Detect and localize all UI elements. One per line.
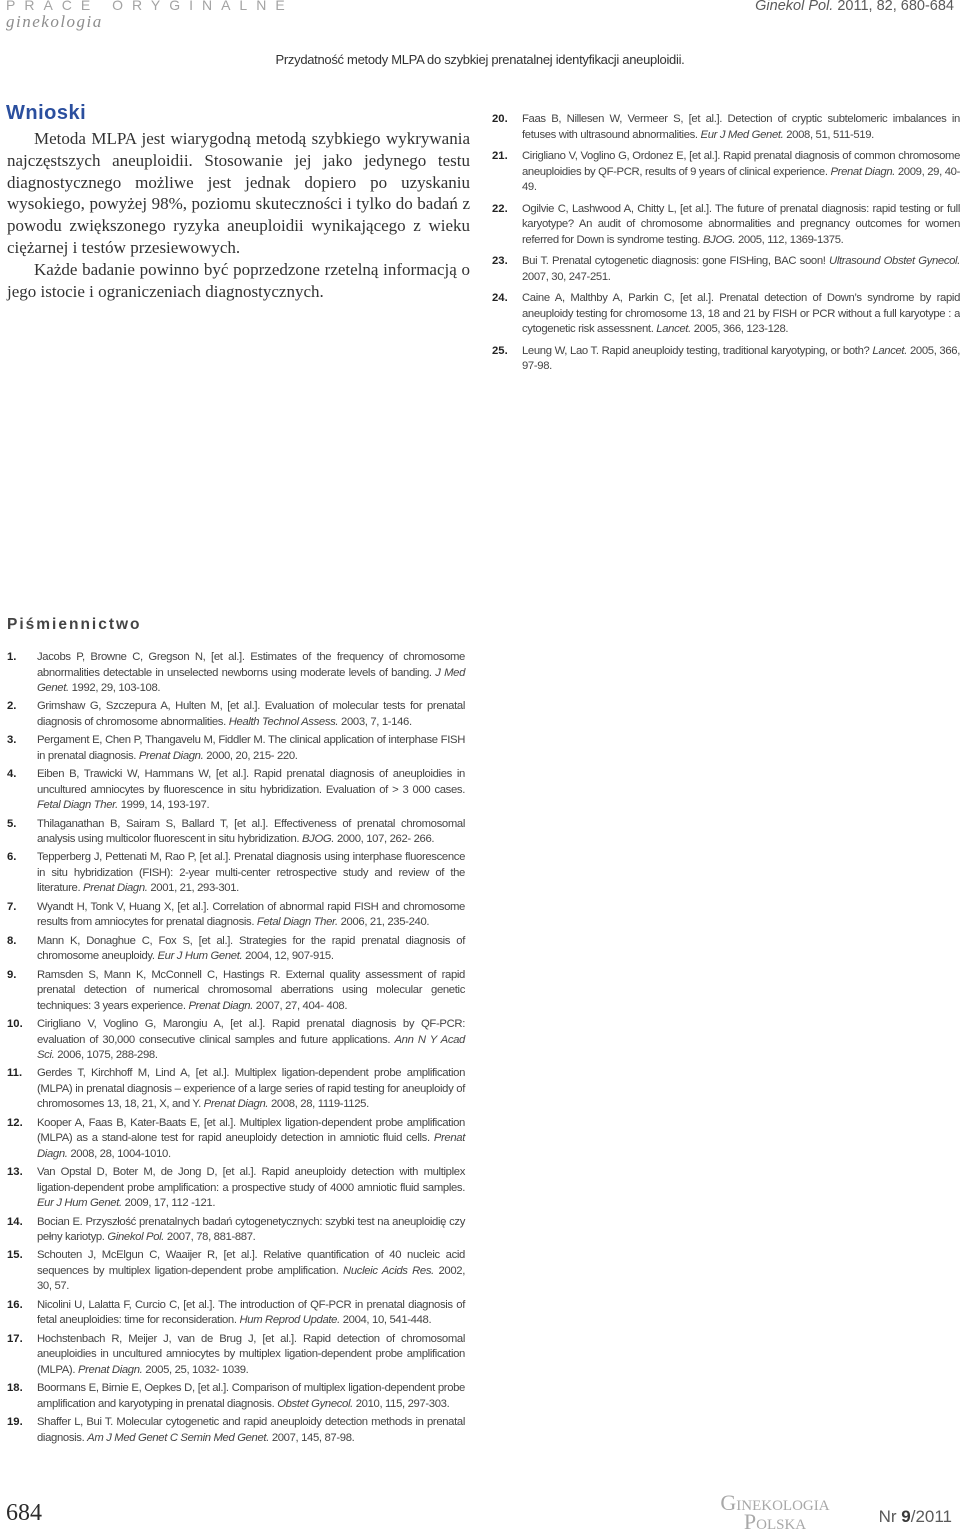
reference-text: Grimshaw G, Szczepura A, Hulten M, [et al.]. Evaluation of molecular tests for prenatal diagnosis of chromosome abnormalities. — [37, 700, 465, 728]
reference-item — [7, 1215, 465, 1246]
reference-item — [492, 202, 960, 249]
reference-number: 21. — [492, 150, 508, 162]
references-heading: Piśmiennictwo — [7, 616, 142, 633]
reference-text: Eiben B, Trawicki W, Hammans W, [et al.]. Rapid prenatal diagnosis of aneuploidies in uncultured amniocytes by fluorescence in situ hybridization. Evaluation of > 3 000 cases. — [37, 768, 465, 796]
reference-item — [7, 900, 465, 931]
reference-text: Nicolini U, Lalatta F, Curcio C, [et al.]. The introduction of QF-PCR in prenatal diagnosis of fetal aneuploidies: time for reconsideration. — [37, 1298, 465, 1327]
reference-details: 2008, 51, 511-519. — [786, 128, 874, 141]
reference-number: 12. — [7, 1116, 23, 1129]
reference-item — [492, 344, 960, 375]
running-title: Przydatność metody MLPA do szybkiej prenatalnej identyfikacji aneuploidii. — [275, 52, 685, 67]
reference-item — [7, 1165, 465, 1212]
reference-journal: Health Technol Assess. — [228, 715, 339, 728]
issue-year: /2011 — [910, 1507, 952, 1526]
reference-journal: Lancet. — [656, 323, 691, 335]
reference-item — [7, 968, 465, 1015]
reference-number: 9. — [7, 968, 17, 981]
reference-item — [7, 767, 465, 814]
conclusions-heading: Wnioski — [6, 102, 87, 124]
reference-details: 2007, 27, 404- 408. — [255, 999, 348, 1012]
page-number: 684 — [6, 1500, 42, 1526]
reference-item — [7, 733, 465, 764]
reference-item — [7, 1332, 465, 1379]
reference-item — [7, 1381, 465, 1412]
reference-details: 2005, 25, 1032- 1039. — [145, 1363, 249, 1376]
reference-item — [7, 1248, 465, 1295]
reference-journal: BJOG. — [301, 833, 335, 846]
reference-item — [7, 817, 465, 848]
reference-item — [7, 934, 465, 965]
reference-item — [492, 149, 960, 196]
reference-item — [7, 1017, 465, 1064]
reference-number: 1. — [7, 651, 17, 663]
reference-text: Thilaganathan B, Sairam S, Ballard T, [et al.]. Effectiveness of prenatal chromosomal analysis using multicolor fluorescent in situ hybridization. — [37, 817, 465, 846]
reference-journal: Prenat Diagn. — [203, 1098, 269, 1111]
issue-number — [879, 1507, 952, 1527]
issue-num: 9 — [901, 1507, 911, 1526]
reference-journal: Eur J Med Genet. — [700, 128, 784, 141]
reference-journal: Fetal Diagn Ther. — [37, 799, 118, 812]
reference-details: 2008, 28, 1004-1010. — [70, 1147, 171, 1160]
reference-journal: BJOG. — [703, 233, 736, 246]
reference-details: 2009, 17, 112 -121. — [124, 1197, 216, 1210]
issue-prefix: Nr — [878, 1507, 897, 1526]
reference-list-left — [7, 650, 465, 1449]
reference-number: 24. — [492, 292, 508, 304]
reference-item — [7, 1298, 465, 1329]
reference-text: Gerdes T, Kirchhoff M, Lind A, [et al.]. Multiplex ligation-dependent probe amplification (MLPA) in prenatal diagnosis – experience of a large series of rapid testing for aneuploidy of chromosomes 13, 18, 21, X, and Y. — [37, 1067, 465, 1111]
reference-journal: Ann N Y Acad Sci. — [37, 1033, 465, 1062]
reference-journal: Am J Med Genet C Semin Med Genet. — [87, 1431, 270, 1444]
reference-text: Van Opstal D, Boter M, de Jong D, [et al.]. Rapid aneuploidy detection with multiplex ligation-dependent probe amplification: a prospective study of 4000 amniotic fluid samples. — [37, 1166, 465, 1194]
reference-journal: Eur J Hum Genet. — [37, 1197, 122, 1210]
reference-number: 11. — [7, 1067, 23, 1080]
reference-item — [492, 254, 960, 285]
reference-details: 2005, 112, 1369-1375. — [737, 233, 844, 246]
reference-details: 1992, 29, 103-108. — [71, 682, 161, 694]
reference-item — [492, 112, 960, 143]
reference-text: Pergament E, Chen P, Thangavelu M, Fiddler M. The clinical application of interphase FISH in prenatal diagnosis. — [37, 734, 465, 762]
reference-text: Hochstenbach R, Meijer J, van de Brug J, [et al.]. Rapid detection of chromosomal aneuploidies in uncultured amniocytes by multiplex ligation-dependent probe amplification (MLPA). — [37, 1332, 465, 1376]
reference-text: Jacobs P, Browne C, Gregson N, [et al.]. Estimates of the frequency of chromosome abnormalities detectable in unselected newborns using moderate levels of banding. — [37, 651, 465, 679]
reference-text: Tepperberg J, Pettenati M, Rao P, [et al.]. Prenatal diagnosis using interphase fluorescence in situ hybridization (FISH): 2-year multi-center retrospective study and review of the literature. — [37, 851, 465, 895]
reference-text: Cirigliano V, Voglino G, Marongiu A, [et al.]. Rapid prenatal diagnosis by QF-PCR: evaluation of 30,000 consecutive clinical samples and future applications. — [37, 1018, 465, 1046]
reference-text: Cirigliano V, Voglino G, Ordonez E, [et al.]. Rapid prenatal diagnosis of common chromosome aneuploidies by QF-PCR, results of 9 years of clinical experience. — [522, 150, 960, 178]
reference-journal: Prenat Diagn. — [77, 1363, 143, 1376]
reference-number: 6. — [7, 851, 17, 864]
reference-details: 2005, 366, 123-128. — [693, 323, 789, 335]
reference-journal: Ginekol Pol. — [107, 1231, 165, 1244]
citation — [755, 0, 954, 14]
reference-number: 14. — [7, 1215, 23, 1228]
reference-number: 8. — [7, 934, 17, 947]
reference-list-right — [492, 112, 960, 381]
reference-journal: Ultrasound Obstet Gynecol. — [829, 255, 960, 267]
reference-number: 25. — [492, 344, 508, 357]
reference-text: Leung W, Lao T. Rapid aneuploidy testing, traditional karyotyping, or both? — [522, 344, 870, 357]
reference-journal: Prenat Diagn. — [188, 999, 253, 1012]
reference-item — [7, 1415, 465, 1446]
reference-details: 2000, 20, 215- 220. — [206, 749, 298, 762]
reference-journal: Obstet Gynecol. — [277, 1397, 353, 1410]
reference-details: 2001, 21, 293-301. — [150, 882, 239, 895]
reference-number: 7. — [7, 900, 17, 913]
reference-text: Ramsden S, Mann K, McConnell C, Hastings R. External quality assessment of rapid prenatal detection of numerical chromosomal aberrations using molecular genetic techniques: 3 years experience. — [37, 968, 465, 1012]
reference-journal: Prenat Diagn. — [37, 1132, 465, 1160]
journal-logo — [713, 1490, 837, 1534]
citation-details: 2011, 82, 680-684 — [837, 0, 954, 14]
reference-journal: J Med Genet. — [37, 666, 466, 694]
reference-details: 2007, 145, 87-98. — [271, 1431, 355, 1444]
reference-text: Kooper A, Faas B, Kater-Baats E, [et al.]. Multiplex ligation-dependent probe amplification (MLPA) as a stand-alone test for rapid aneuploidy detection in amniotic fluid cells. — [37, 1116, 465, 1145]
reference-number: 22. — [492, 202, 508, 215]
reference-number: 23. — [492, 255, 508, 267]
reference-details: 2009, 29, 40-49. — [522, 165, 960, 193]
reference-number: 18. — [7, 1382, 23, 1395]
reference-details: 2002, 30, 57. — [37, 1264, 465, 1293]
reference-number: 2. — [7, 700, 17, 713]
reference-item — [492, 291, 960, 338]
conclusions-paragraph: Każde badanie powinno być poprzedzone rzetelną informacją o jego istocie i ograniczeniach diagnostycznych. — [7, 259, 470, 301]
reference-journal: Lancet. — [872, 344, 908, 357]
section-label: PRACE ORYGINALNE — [6, 0, 294, 13]
reference-text: Mann K, Donaghue C, Fox S, [et al.]. Strategies for the rapid prenatal diagnosis of chromosome aneuploidy. — [37, 934, 465, 963]
reference-item — [7, 650, 465, 697]
reference-number: 19. — [7, 1416, 23, 1429]
citation-journal: Ginekol Pol. — [755, 0, 834, 14]
reference-details: 2006, 21, 235-240. — [340, 916, 430, 929]
reference-item — [7, 850, 465, 897]
reference-details: 2010, 115, 297-303. — [355, 1397, 450, 1410]
reference-text: Bocian E. Przyszłość prenatalnych badań cytogenetycznych: szybki test na aneuploidię czy pełny kariotyp. — [37, 1215, 465, 1244]
reference-journal: Prenat Diagn. — [83, 882, 148, 895]
reference-item — [7, 1116, 465, 1163]
journal-name: ginekologia — [6, 12, 103, 31]
logo-line: Polska — [743, 1509, 807, 1534]
reference-number: 16. — [7, 1298, 23, 1311]
reference-journal: Prenat Diagn. — [830, 165, 896, 178]
reference-journal: Hum Reprod Update. — [239, 1314, 340, 1327]
reference-text: Shaffer L, Bui T. Molecular cytogenetic and rapid aneuploidy detection methods in prenatal diagnosis. — [37, 1416, 465, 1444]
conclusions-body — [7, 128, 470, 302]
reference-details: 2004, 12, 907-915. — [245, 950, 334, 963]
reference-journal: Fetal Diagn Ther. — [256, 916, 338, 929]
conclusions-paragraph: Metoda MLPA jest wiarygodną metodą szybkiego wykrywania najczęstszych aneuploidii. Stosowanie jej jako jedynego testu diagnostycznego możliwe jest jednak dopiero po uzyskaniu wysokiego, powyżej 98%, poziomu skuteczności i tylko do badań z powodu zwiększonego ryzyka aneuploidii wynikającego z wieku ciężarnej i testów przesiewowych. — [7, 129, 470, 257]
reference-details: 2004, 10, 541-448. — [342, 1314, 432, 1327]
reference-number: 10. — [7, 1018, 23, 1031]
reference-item — [7, 699, 465, 730]
reference-number: 15. — [7, 1249, 23, 1262]
reference-text: Boormans E, Birnie E, Oepkes D, [et al.]. Comparison of multiplex ligation-dependent probe amplification and karyotyping in prenatal diagnosis. — [37, 1382, 465, 1410]
reference-number: 13. — [7, 1166, 23, 1179]
reference-text: Caine A, Malthby A, Parkin C, [et al.]. Prenatal detection of Down’s syndrome by rapid aneuploidy testing for chromosome 13, 18 and 21 by FISH or PCR without a full karyotype : a cytogenetic risk assessnent. — [522, 292, 960, 335]
reference-journal: Nucleic Acids Res. — [343, 1264, 434, 1277]
reference-number: 4. — [7, 768, 17, 781]
reference-text: Wyandt H, Tonk V, Huang X, [et al.]. Correlation of abnormal rapid FISH and chromosome results from amniocytes for prenatal diagnosis. — [37, 900, 465, 929]
reference-details: 2006, 1075, 288-298. — [57, 1049, 158, 1062]
reference-number: 17. — [7, 1332, 23, 1345]
reference-details: 2000, 107, 262- 266. — [336, 833, 435, 846]
reference-journal: Eur J Hum Genet. — [157, 950, 243, 963]
reference-number: 5. — [7, 817, 17, 830]
reference-text: Schouten J, McElgun C, Waaijer R, [et al.]. Relative quantification of 40 nucleic acid sequences by multiplex ligation-dependent probe amplification. — [37, 1249, 465, 1277]
reference-details: 2005, 366, 97-98. — [522, 344, 960, 372]
reference-number: 3. — [7, 734, 17, 747]
reference-item — [7, 1066, 465, 1113]
reference-text: Bui T. Prenatal cytogenetic diagnosis: gone FISHing, BAC soon! — [522, 255, 826, 267]
reference-text: Ogilvie C, Lashwood A, Chitty L, [et al.]. The future of prenatal diagnosis: rapid testing or full karyotype? An audit of chromosome abnormalities and pregnancy outcomes for women referred for Down is syndrome testing. — [522, 202, 960, 246]
reference-details: 2003, 7, 1-146. — [341, 715, 412, 728]
reference-journal: Prenat Diagn. — [138, 749, 204, 762]
reference-details: 2008, 28, 1119-1125. — [271, 1098, 369, 1111]
reference-details: 1999, 14, 193-197. — [120, 799, 210, 812]
reference-details: 2007, 30, 247-251. — [522, 270, 611, 283]
reference-text: Faas B, Nillesen W, Vermeer S, [et al.]. Detection of cryptic subtelomeric imbalances in fetuses with ultrasound abnormalities. — [522, 113, 960, 141]
reference-details: 2007, 78, 881-887. — [166, 1231, 256, 1244]
logo-line: Ginekologia — [720, 1490, 830, 1515]
reference-number: 20. — [492, 113, 508, 125]
